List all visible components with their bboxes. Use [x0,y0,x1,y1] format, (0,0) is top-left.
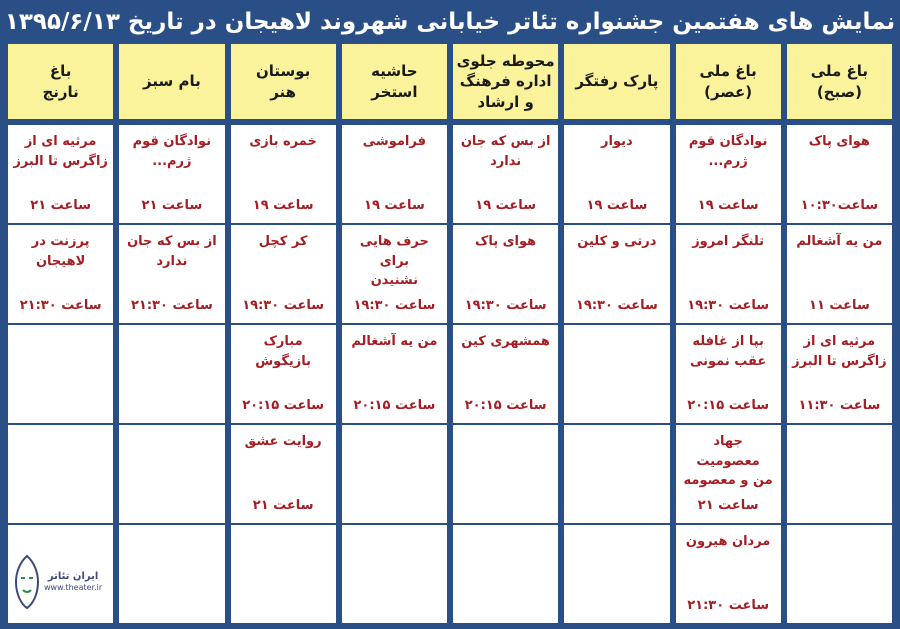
logo-url: www.theater.ir [44,583,103,593]
show-time: ساعت ۱۱:۳۰ [798,398,881,413]
schedule-cell [787,423,892,523]
show-title: هوای پاک [475,234,537,249]
venue-header-pool-edge: حاشیه استخر [342,44,447,119]
show-title: درتی و کلین [577,234,657,249]
show-time: ساعت ۲۱ [252,498,314,513]
show-time: ساعت ۲۰:۱۵ [464,398,547,413]
schedule-cell [787,123,892,223]
show-title: مرثیه ای از زاگرس تا البرز [13,134,108,169]
schedule-cell [676,323,781,423]
schedule-cell [564,123,669,223]
schedule-cell [787,523,892,623]
show-time: ساعت ۱۹ [586,198,648,213]
schedule-cell [564,523,669,623]
show-time: ساعت ۱۹:۳۰ [687,298,770,313]
show-time: ساعت ۲۰:۱۵ [353,398,436,413]
show-time: ساعت ۲۰:۱۵ [242,398,325,413]
schedule-cell [231,323,336,423]
page-title: نمایش های هفتمین جشنواره تئاتر خیابانی شهروند لاهیجان در تاریخ ۱۳۹۵/۶/۱۳ [4,9,896,35]
show-title: جهاد معصومیت من و معصومه [683,434,773,488]
show-time: ساعت۱۰:۳۰ [800,198,878,213]
show-title: روایت عشق [244,434,322,449]
schedule-cell [231,223,336,323]
schedule-cell [231,123,336,223]
show-title: دیوار [601,134,633,149]
schedule-cell [453,123,558,223]
venue-header-park-roftegar: پارک رفتگر [564,44,669,119]
schedule-cell [342,123,447,223]
venue-header-green-roof: بام سبز [119,44,224,119]
schedule-cell [119,223,224,323]
schedule-cell [342,423,447,523]
show-time: ساعت ۱۹ [252,198,314,213]
show-title: من یه آشغالم [796,234,883,249]
show-time: ساعت ۲۱ [697,498,759,513]
show-title: کر کچل [258,234,308,249]
show-title: مردان هیرون [685,534,771,549]
venue-header-bagh-melli-morning: باغ ملی (صبح) [787,44,892,119]
show-time: ساعت ۲۱:۳۰ [130,298,213,313]
show-time: ساعت ۲۱ [30,198,91,213]
show-title: مرثیه ای از زاگرس تا البرز [792,334,887,369]
show-time: ساعت ۱۹ [364,198,425,213]
venue-header-bagh-melli-evening: باغ ملی (عصر) [676,44,781,119]
schedule-cell [453,223,558,323]
schedule-cell [676,123,781,223]
schedule-cell [342,523,447,623]
logo-text [44,570,102,593]
schedule-cell [787,323,892,423]
schedule-cell [119,123,224,223]
schedule-cell [8,423,113,523]
schedule-cell [8,323,113,423]
schedule-cell [676,223,781,323]
show-title: بپا از غافله عقب نمونی [689,334,767,369]
show-title: نوادگان قوم ژرم... [688,134,768,169]
schedule-cell [564,423,669,523]
schedule-cell [453,423,558,523]
schedule-cell [119,423,224,523]
schedule-cell [676,523,781,623]
show-time: ساعت ۱۹:۳۰ [464,298,547,313]
show-title: خمره بازی [249,134,317,149]
schedule-cell [231,523,336,623]
show-time: ساعت ۲۱ [141,198,203,213]
schedule-cell [8,223,113,323]
show-title: از بس که جان ندارد [460,134,551,169]
show-time: ساعت ۲۱:۳۰ [687,598,770,613]
show-title: از بس که جان ندارد [127,234,217,269]
show-title: هوای پاک [808,134,870,149]
show-title: مبارک بازیگوش [255,334,312,369]
show-title: پرزنت در لاهیجان [31,234,90,269]
show-title: تلنگر امروز [692,234,765,249]
schedule-cell [787,223,892,323]
schedule-table [8,44,892,623]
show-time: ساعت ۱۹:۳۰ [575,298,658,313]
logo-name: ایران تئاتر [47,571,99,583]
schedule-cell [119,523,224,623]
schedule-cell [8,123,113,223]
schedule-cell [342,323,447,423]
schedule-cell [453,323,558,423]
venue-header-narenj-garden: باغ نارنج [8,44,113,119]
schedule-cell [342,223,447,323]
schedule-cell [231,423,336,523]
show-title: حرف هایی برای نشنیدن [359,234,429,288]
schedule-cell [676,423,781,523]
show-time: ساعت ۱۹ [475,198,536,213]
show-time: ساعت ۱۱ [809,298,870,313]
schedule-cell [453,523,558,623]
show-time: ساعت ۱۹:۳۰ [242,298,325,313]
schedule-cell [564,223,669,323]
show-time: ساعت ۲۰:۱۵ [687,398,770,413]
iran-theater-logo [14,549,110,615]
schedule-cell [564,323,669,423]
theater-mask-icon [14,554,40,610]
schedule-cell [119,323,224,423]
show-title: همشهری کین [461,334,550,349]
venue-header-ershad-yard: محوطه جلوی اداره فرهنگ و ارشاد [453,44,558,119]
show-title: من یه آشغالم [351,334,438,349]
show-time: ساعت ۱۹ [697,198,759,213]
show-title: نوادگان قوم ژرم... [132,134,212,169]
show-time: ساعت ۱۹:۳۰ [353,298,436,313]
show-time: ساعت ۲۱:۳۰ [19,298,102,313]
show-title: فراموشی [362,134,426,149]
venue-header-art-park: بوستان هنر [231,44,336,119]
